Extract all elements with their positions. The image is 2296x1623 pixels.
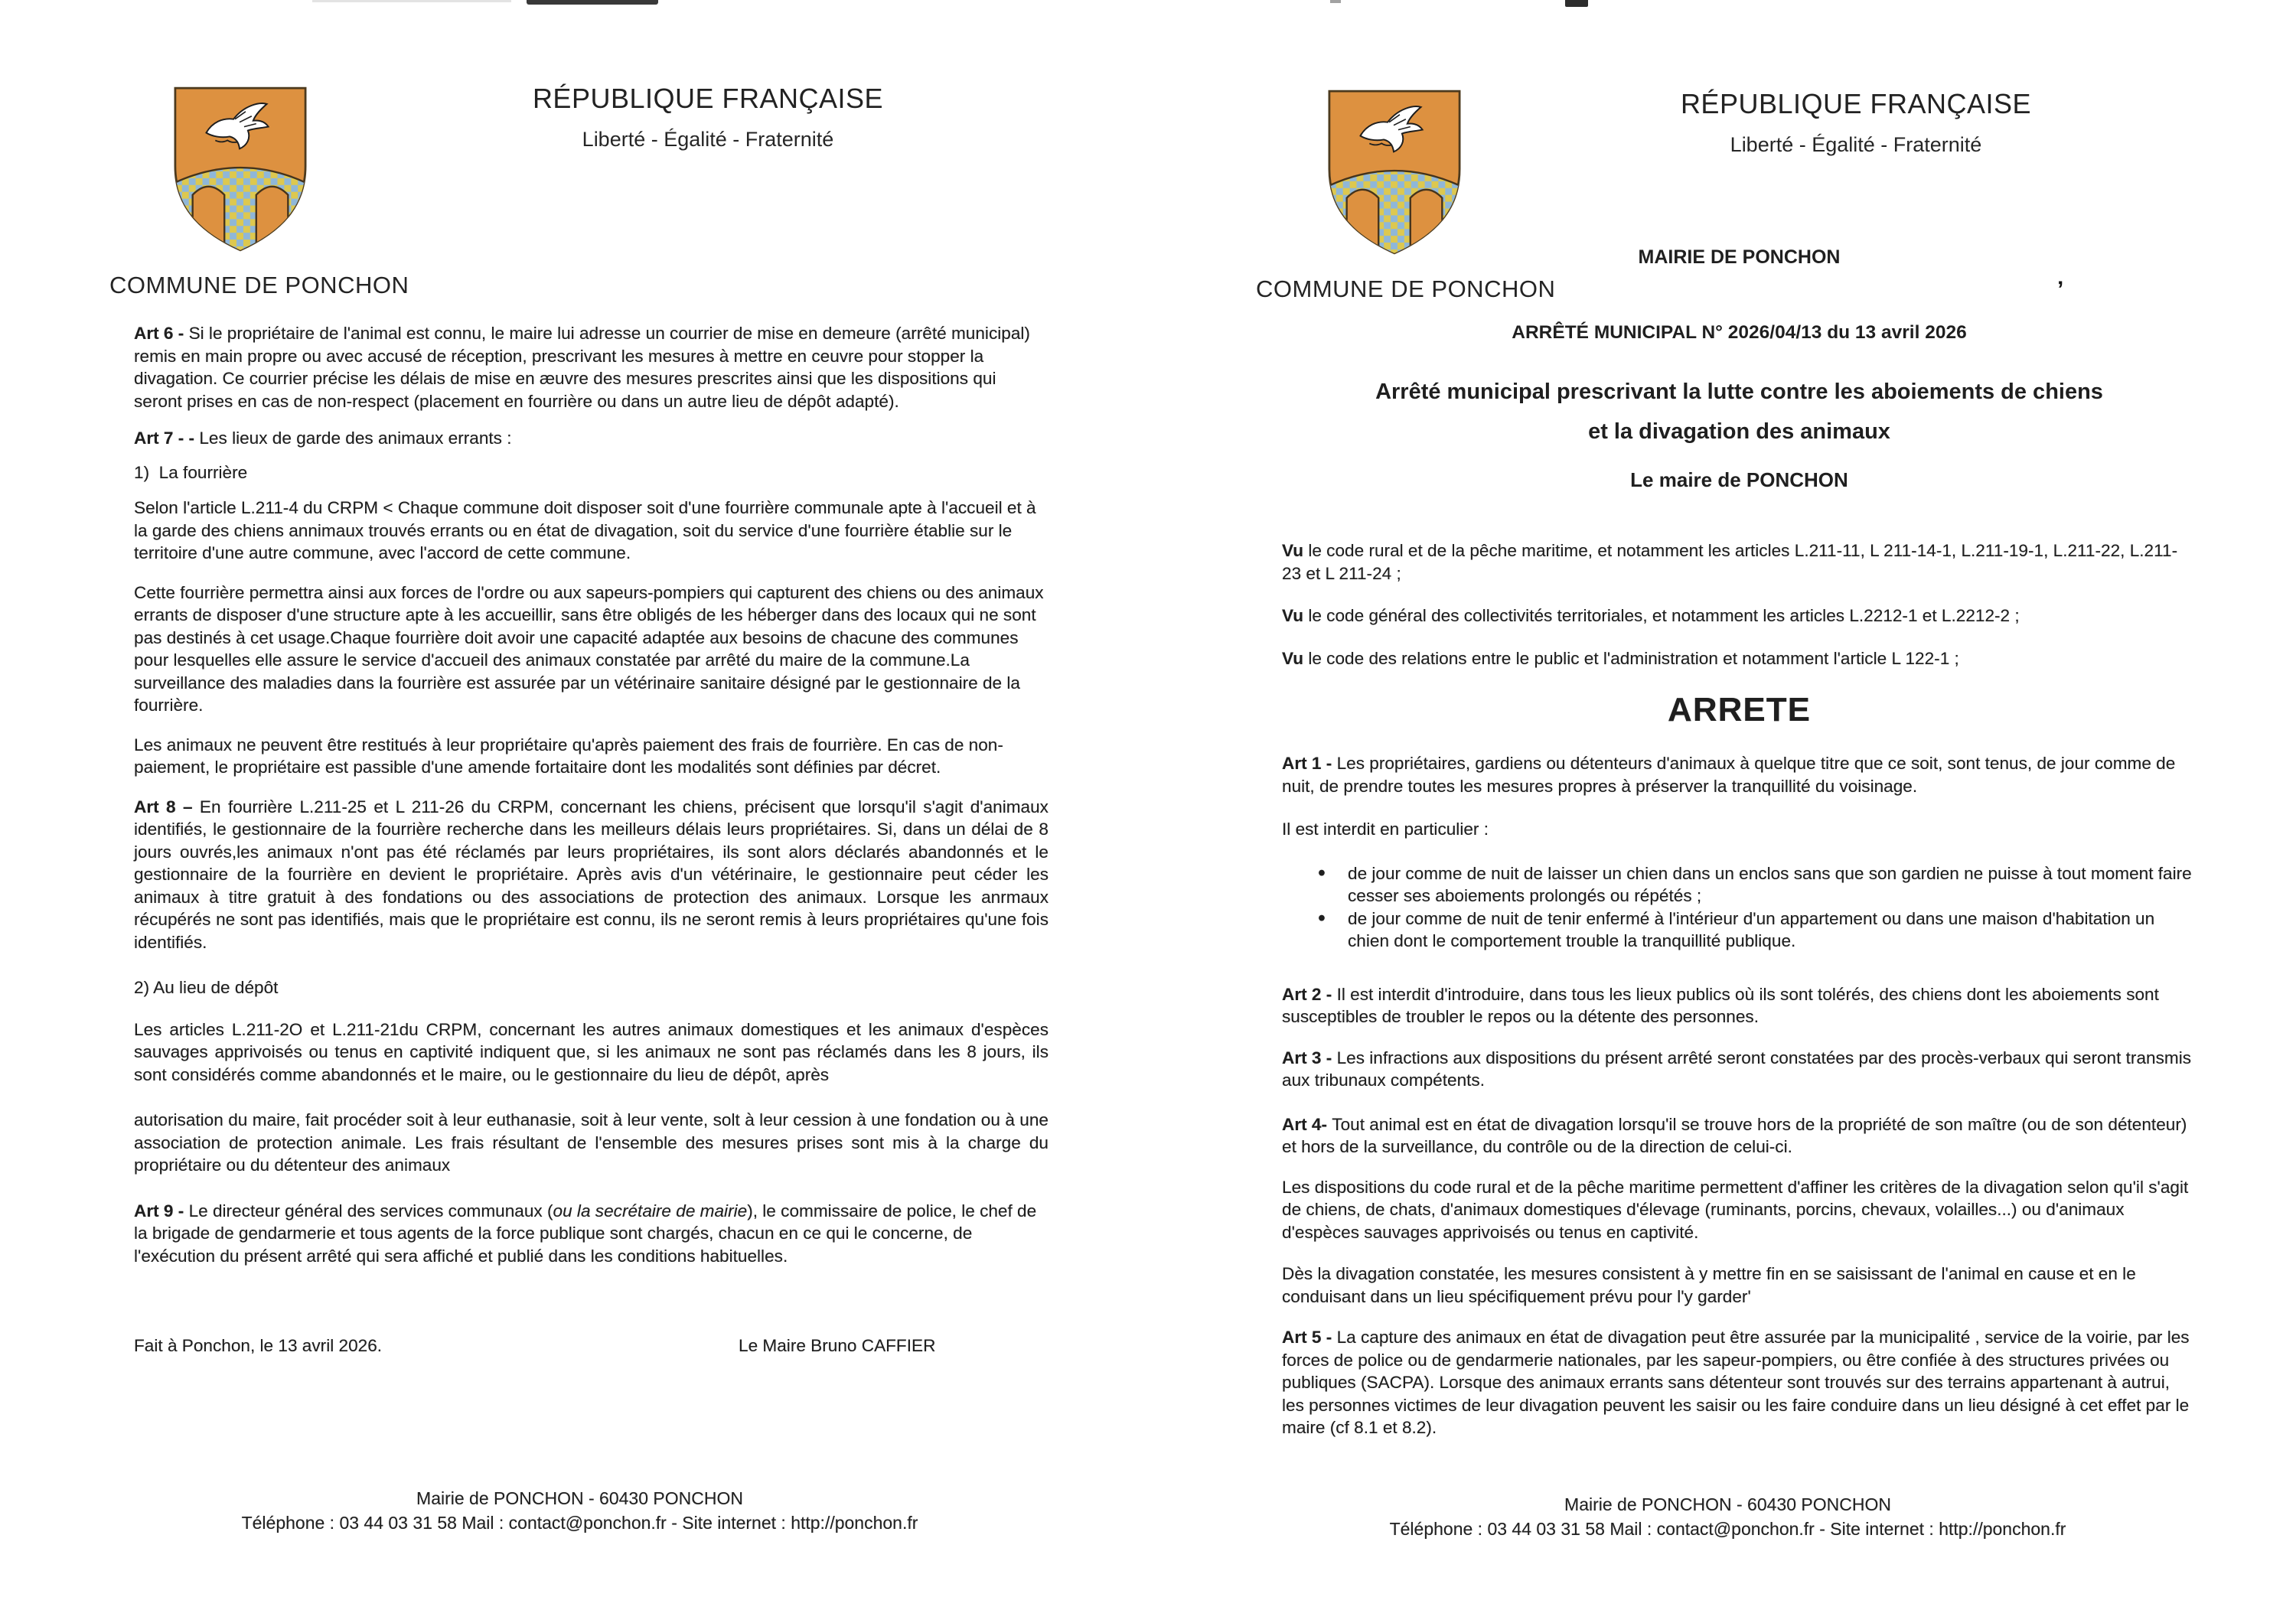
article-7-text: Les lieux de garde des animaux errants : [199, 429, 512, 448]
list-item: • de jour comme de nuit de laisser un chien dans un enclos sans que son gardien ne puisse à tout moment faire cesser ses aboiements prolongés ou répétés ; [1318, 862, 2197, 908]
mayor-signature-line: Le Maire Bruno CAFFIER [739, 1336, 936, 1355]
article-3 [1282, 1047, 2197, 1092]
commune-name: COMMUNE DE PONCHON [109, 272, 409, 298]
paragraph-interdit: Il est interdit en particulier : [1282, 820, 1489, 839]
place-and-date: Fait à Ponchon, le 13 avril 2026. [134, 1336, 383, 1355]
article-1 [1282, 752, 2197, 797]
article-9 [134, 1200, 1049, 1268]
visa-1-text: le code rural et de la pêche maritime, et notamment les articles L.211-11, L 211-14-1, L.211-19-1, L.211-22, L.211-23 et L 211-24 ; [1282, 541, 2178, 583]
paragraph-restitues: Les animaux ne peuvent être restitués à leur propriétaire qu'après paiement des frais de fourrière. En cas de non-paiement, le propriétaire est passible d'une amende fortaitaire dont les modalités sont définies par décret. [134, 735, 1003, 777]
article-2 [1282, 983, 2197, 1028]
list-item-fourriere: 1) La fourrière [134, 462, 248, 482]
document-title [1263, 372, 2216, 451]
paragraph-selon: Selon l'article L.211-4 du CRPM < Chaque commune doit disposer soit d'une fourrière communale apte à l'accueil et à la garde des chiens annimaux trouvés errants ou en état de divagation, soit du service d'une fourrière établie sur le territoire d'une autre commune, avec l'accord de cette commune. [134, 498, 1036, 562]
paragraph-cette-fourriere: Cette fourrière permettra ainsi aux forces de l'ordre ou aux sapeurs-pompiers qui capturent des chiens ou des animaux errants de disposer d'une structure apte à les accueillir, sans être obligés de les héberger dans des locaux qui ne sont pas destinés à cet usage.Chaque fourrière doit avoir une capacité adaptée aux besoins de chacune des communes pour lesquelles elle assure le service d'accueil des animaux constatée par arrêté du maire de la commune.La surveillance des maladies dans la fourrière est assurée par un vétérinaire sanitaire désigné par le gestionnaire de la fourrière. [134, 582, 1044, 715]
footer-address: Mairie de PONCHON - 60430 PONCHON [1564, 1494, 1891, 1514]
article-7-lead: Art 7 - - [134, 429, 200, 448]
visa-2-lead: Vu [1282, 606, 1304, 625]
article-2-text: Il est interdit d'introduire, dans tous les lieux publics où ils sont tolérés, des chiens dont les aboiements sont susceptibles de troubler le repos ou la détente des personnes. [1282, 984, 2159, 1026]
article-4-lead: Art 4- [1282, 1114, 1332, 1134]
visa-3-text: le code des relations entre le public et l'administration et notamment l'article L 122-1 ; [1303, 648, 1959, 668]
article-3-text: Les infractions aux dispositions du présent arrêté seront constatées par des procès-verbaux qui seront transmis aux tribunaux compétents. [1282, 1048, 2192, 1090]
visa-3-lead: Vu [1282, 648, 1304, 668]
left-page-body [134, 322, 1049, 1359]
visa-1-lead: Vu [1282, 541, 1304, 560]
article-4-text: Tout animal est en état de divagation lorsqu'il se trouve hors de la propriété de son maître (ou de son détenteur) et hors de la surveillance, du contrôle ou de la direction de celui-ci. [1282, 1114, 2187, 1156]
article-5 [1282, 1326, 2197, 1439]
article-9-text-before: Le directeur général des services communaux ( [188, 1201, 553, 1221]
article-6 [134, 322, 1049, 412]
visa-2-text: le code général des collectivités territoriales, et notamment les articles L.2212-1 et L.2212-2 ; [1303, 606, 2020, 625]
visa-2 [1282, 605, 2197, 627]
scan-speck: ’ [2057, 277, 2064, 302]
republique-title: RÉPUBLIQUE FRANÇAISE [532, 83, 884, 114]
paragraph-autorisation: autorisation du maire, fait procéder soit à leur euthanasie, soit à leur vente, solt à leur cession à une fondation ou à une association de protection animale. Les frais résultant de l'ensemble des mesures prises sont mis à la charge du propriétaire ou du détenteur des animaux [134, 1110, 1049, 1175]
closing-block [134, 1335, 1049, 1359]
article-8-text: En fourrière L.211-25 et L 211-26 du CRPM, concernant les chiens, précisent que lorsqu'il s'agit d'animaux identifiés, le gestionnaire de la fourrière recherche dans les meilleurs délais leurs propriétaires. Si, dans un délai de 8 jours ouvrés,les animaux n'ont pas été réclamés par leurs propriétaires, ils sont alors déclarés abandonnés et le gestionnaire de la fourrière en devient le propriétaire. Après avis d'un vétérinaire, le gestionnaire peut céder les animaux à titre gratuit à des fondations ou des associations de protection des animaux. Lorsque les anrmaux récupérés ne sont pas identifiés, mais que le propriétaire est connu, ils ne seront remis à leurs propriétaires qu'une fois identifiés. [134, 797, 1049, 952]
article-8 [134, 796, 1049, 954]
article-1-lead: Art 1 - [1282, 754, 1337, 773]
mairie-heading: MAIRIE DE PONCHON [1638, 246, 1841, 268]
author-line: Le maire de PONCHON [1630, 468, 1848, 491]
page-footer [1270, 1492, 2185, 1541]
article-9-lead: Art 9 - [134, 1201, 189, 1221]
ponchon-coat-of-arms-icon [168, 83, 312, 256]
article-3-lead: Art 3 - [1282, 1048, 1337, 1067]
article-1-text: Les propriétaires, gardiens ou détenteurs d'animaux à quelque titre que ce soit, sont tenus, de jour comme de nuit, de prendre toutes les mesures propres à préserver la tranquillité du voisinage. [1282, 754, 2176, 796]
ponchon-coat-of-arms-icon [1322, 86, 1466, 259]
devise: Liberté - Égalité - Fraternité [1730, 133, 1982, 156]
republique-title: RÉPUBLIQUE FRANÇAISE [1680, 88, 2032, 119]
footer-address: Mairie de PONCHON - 60430 PONCHON [416, 1488, 743, 1508]
article-4 [1282, 1113, 2197, 1159]
page-footer [122, 1486, 1037, 1535]
list-item-lieu-depot: 2) Au lieu de dépôt [134, 978, 279, 997]
republique-header [1588, 88, 2124, 157]
page-right [1148, 0, 2296, 1623]
list-item: • de jour comme de nuit de tenir enfermé à l'intérieur d'un appartement ou dans une maison d'habitation un chien dont le comportement trouble la tranquillité publique. [1318, 908, 2197, 953]
article-2-lead: Art 2 - [1282, 984, 1337, 1004]
paragraph-les-articles: Les articles L.211-2O et L.211-21du CRPM, concernant les autres animaux domestiques et les animaux d'espèces sauvages apprivoisés ou tenus en captivité indiquent que, si les animaux ne sont pas réclamés dans les 8 jours, ils sont considérés comme abandonnés et le maire, ou le gestionnaire du lieu de dépôt, après [134, 1019, 1049, 1084]
article-6-lead: Art 6 - [134, 324, 189, 343]
article-6-text: Si le propriétaire de l'animal est connu, le maire lui adresse un courrier de mise en demeure (arrêté municipal) remis en main propre ou avec accusé de réception, prescrivant les mesures à mettre en ceuvre pour stopper la divagation. Ce courrier précise les délais de mise en æuvre des mesures prescrites ainsi que les dispositions qui seront prises en cas de non-respect (placement en fourrière ou dans un autre lieu de dépôt adapté). [134, 324, 1030, 411]
article-8-lead: Art 8 – [134, 797, 200, 816]
footer-contact: Téléphone : 03 44 03 31 58 Mail : contact@ponchon.fr - Site internet : http://ponchon.fr [241, 1513, 918, 1533]
article-5-text: La capture des animaux en état de divagation peut être assurée par la municipalité , service de la voirie, par les forces de police ou de gendarmerie nationales, par les sapeur-pompiers, ou être confiée à des structures privées ou publiques (SACPA). Lorsque des animaux errants sans détenteur sont trouvés sur des terrains appartenant à autrui, les personnes victimes de leur divagation peuvent les saisir ou les faire conduire dans un lieu désigné à cet effet par le maire (cf 8.1 et 8.2). [1282, 1328, 2190, 1437]
article-5-lead: Art 5 - [1282, 1328, 1337, 1347]
arrete-number: ARRÊTÉ MUNICIPAL N° 2026/04/13 du 13 avril 2026 [1512, 322, 1967, 343]
article-9-italic: ou la secrétaire de mairie [553, 1201, 748, 1221]
republique-header [440, 83, 976, 152]
arrete-heading: ARRETE [1668, 691, 1811, 728]
visa-1 [1282, 539, 2197, 585]
paragraph-dispositions: Les dispositions du code rural et de la pêche maritime permettent d'affiner les critères de la divagation selon qu'il s'agit de chiens, de chats, d'animaux domestiques d'élevage (ruminants, porcins, chevaux, volailles...) ou d'animaux d'espèces sauvages apprivoisés ou tenus en captivité. [1282, 1177, 2189, 1242]
commune-name: COMMUNE DE PONCHON [1256, 275, 1556, 302]
prohibition-list [1318, 862, 2197, 953]
footer-contact: Téléphone : 03 44 03 31 58 Mail : contact@ponchon.fr - Site internet : http://ponchon.fr [1389, 1519, 2066, 1539]
visa-3 [1282, 647, 2197, 670]
document-title-line2: et la divagation des animaux [1588, 419, 1890, 444]
right-page-body [1282, 539, 2197, 1455]
paragraph-des-divagation: Dès la divagation constatée, les mesures consistent à y mettre fin en se saisissant de l'animal en cause et en le conduisant dans un lieu spécifiquement prévu pour l'y garder' [1282, 1264, 2136, 1306]
devise: Liberté - Égalité - Fraternité [582, 128, 834, 151]
article-7 [134, 427, 1049, 450]
article-9-text-after: ), le commissaire de police, le chef de la brigade de gendarmerie et tous agents de la force publique sont chargés, chacun en ce qui le concerne, de l'exécution du présent arrêté qui sera affiché et publié dans les conditions habituelles. [134, 1201, 1037, 1266]
document-title-line1: Arrêté municipal prescrivant la lutte contre les aboiements de chiens [1375, 380, 2103, 404]
